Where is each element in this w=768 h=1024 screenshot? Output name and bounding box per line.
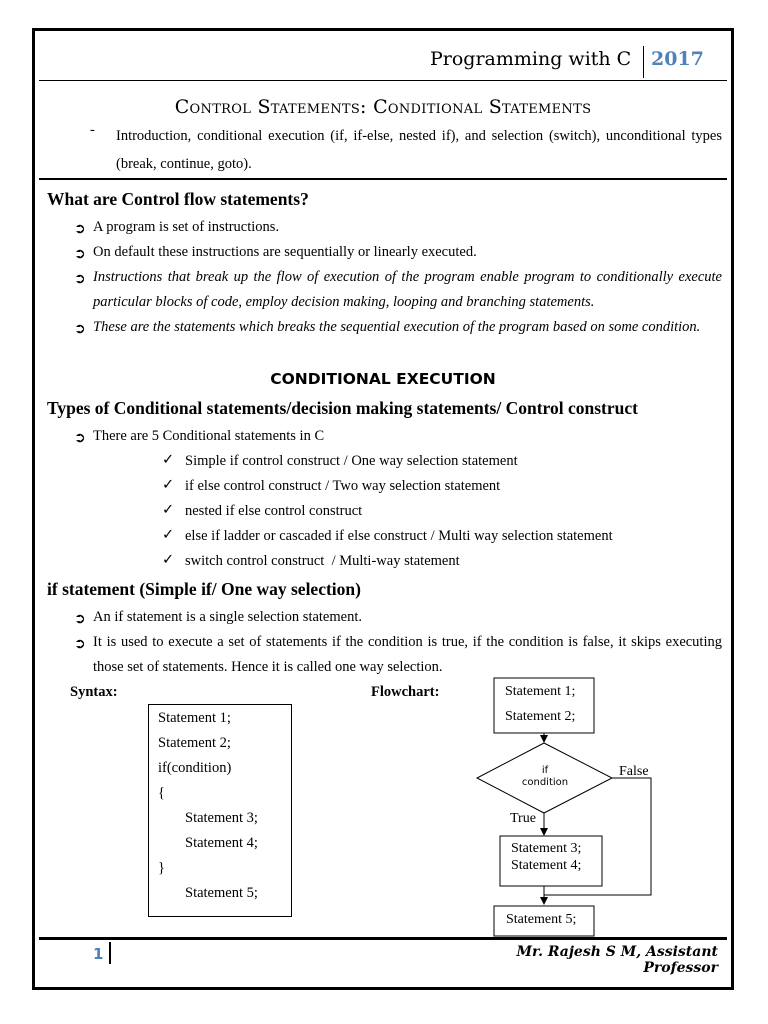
arrow-bullet-icon: ➲ [74, 247, 86, 262]
footer-rule [39, 937, 727, 940]
check-icon: ✓ [162, 477, 175, 493]
page-number: 1 [93, 945, 104, 963]
code-line: Statement 4; [185, 835, 258, 851]
arrow-bullet-icon: ➲ [74, 612, 86, 627]
check-item: else if ladder or cascaded if else construct / Multi way selection statement [185, 528, 613, 544]
bullet-text: There are 5 Conditional statements in C [93, 428, 325, 444]
header-title: Programming with C [430, 48, 632, 70]
arrow-bullet-icon: ➲ [74, 322, 86, 337]
arrow-bullet-icon: ➲ [74, 431, 86, 446]
header-year: 2017 [651, 48, 704, 70]
flowchart-label: Flowchart: [371, 684, 440, 700]
check-item: Simple if control construct / One way selection statement [185, 453, 518, 469]
intro-text: Introduction, conditional execution (if, if-else, nested if), and selection (switch), unconditional types (break, continue, goto). [116, 128, 722, 172]
section-rule [39, 178, 727, 180]
bullet-text: It is used to execute a set of statements if the condition is true, if the condition is false, it skips executing those set of statements. Hence it is called one way selection. [93, 634, 722, 675]
arrow-bullet-icon: ➲ [74, 272, 86, 287]
flowchart-diamond-text: condition [521, 777, 569, 788]
syntax-label: Syntax: [70, 684, 118, 700]
flowchart-start-text: Statement 2; [505, 709, 576, 724]
bullet-text: An if statement is a single selection statement. [93, 609, 362, 625]
check-item: nested if else control construct [185, 503, 363, 519]
bullet-text: These are the statements which breaks the sequential execution of the program based on some condition. [93, 319, 701, 335]
header-separator [643, 46, 644, 78]
intro-dash: - [90, 122, 95, 138]
section-heading-types: Types of Conditional statements/decision making statements/ Control construct [47, 398, 638, 418]
flowchart-diamond-text: if [541, 765, 549, 776]
flowchart-false-label: False [619, 764, 649, 779]
check-icon: ✓ [162, 452, 175, 468]
flowchart-true-box-text: Statement 4; [511, 858, 582, 873]
footer-separator [109, 942, 111, 964]
flowchart-end-box-text: Statement 5; [506, 912, 577, 927]
code-line: } [158, 860, 165, 876]
code-line: { [158, 785, 165, 801]
code-line: Statement 2; [158, 735, 231, 751]
code-line: if(condition) [158, 760, 232, 776]
arrow-bullet-icon: ➲ [74, 222, 86, 237]
bullet-text: A program is set of instructions. [93, 219, 280, 235]
page-title: Control Statements: Conditional Statements [174, 96, 592, 118]
header-rule [39, 80, 727, 81]
code-line: Statement 1; [158, 710, 231, 726]
bullet-text: Instructions that break up the flow of execution of the program enable program to conditionally execute particular blocks of code, employ decision making, looping and branching statements. [93, 269, 722, 310]
check-item: switch control construct / Multi-way statement [185, 553, 460, 569]
bullet-text: On default these instructions are sequentially or linearly executed. [93, 244, 477, 260]
footer-author: Mr. Rajesh S M, Assistant Professor [516, 944, 718, 976]
code-line: Statement 3; [185, 810, 258, 826]
check-icon: ✓ [162, 552, 175, 568]
section-heading-control-flow: What are Control flow statements? [47, 189, 309, 209]
flowchart-true-box-text: Statement 3; [511, 841, 582, 856]
check-item: if else control construct / Two way selection statement [185, 478, 501, 494]
flowchart-true-label: True [510, 811, 536, 826]
flowchart-start-text: Statement 1; [505, 684, 576, 699]
arrow-bullet-icon: ➲ [74, 637, 86, 652]
code-line: Statement 5; [185, 885, 258, 901]
check-icon: ✓ [162, 527, 175, 543]
section-heading-if-statement: if statement (Simple if/ One way selection) [47, 579, 361, 599]
conditional-execution-heading: CONDITIONAL EXECUTION [270, 370, 496, 388]
check-icon: ✓ [162, 502, 175, 518]
